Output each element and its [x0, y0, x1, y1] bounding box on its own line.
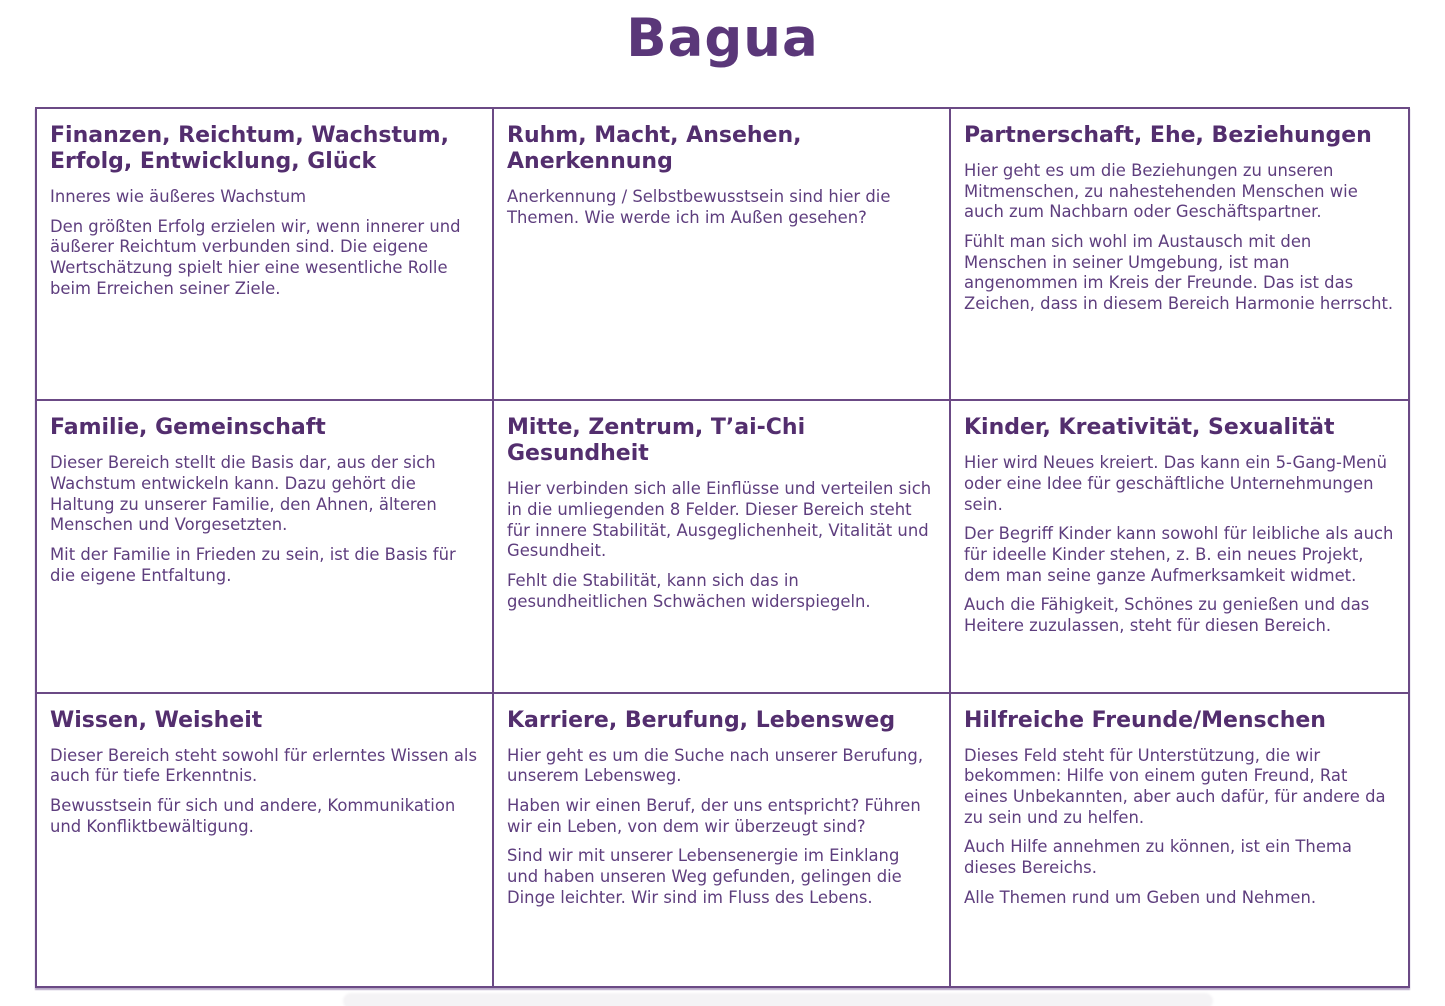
cell-paragraph: Der Begriff Kinder kann sowohl für leibliche als auch für ideelle Kinder stehen, z. B. ein neues Projekt, dem man seine ganze Aufmerksamkeit widmet.	[964, 524, 1394, 585]
cell-paragraph: Fehlt die Stabilität, kann sich das in gesundheitlichen Schwächen widerspiegeln.	[507, 570, 871, 611]
bagua-cell-kinder	[951, 401, 1408, 693]
cell-paragraph: Dieser Bereich steht sowohl für erlerntes Wissen als auch für tiefe Erkenntnis.	[50, 745, 477, 786]
cell-paragraph: Fühlt man sich wohl im Austausch mit den Menschen in seiner Umgebung, ist man angenommen im Kreis der Freunde. Das ist das Zeichen, dass in diesem Bereich Harmonie herrscht.	[964, 231, 1394, 313]
cell-paragraph: Anerkennung / Selbstbewusstsein sind hier die Themen. Wie werde ich im Außen gesehen?	[507, 186, 891, 227]
cell-heading: Hilfreiche Freunde/Menschen	[964, 707, 1326, 733]
cell-heading: Familie, Gemeinschaft	[50, 415, 326, 441]
cell-paragraph: Den größten Erfolg erzielen wir, wenn innerer und äußerer Reichtum verbunden sind. Die eigene Wertschätzung spielt hier eine wesentliche Rolle beim Erreichen seiner Ziele.	[50, 216, 461, 298]
bagua-cell-partnerschaft	[951, 109, 1408, 401]
bagua-grid	[35, 107, 1410, 988]
bagua-cell-karriere	[494, 694, 951, 986]
cell-heading: Partnerschaft, Ehe, Beziehungen	[964, 123, 1372, 148]
cell-paragraph: Alle Themen rund um Geben und Nehmen.	[964, 887, 1317, 907]
cell-paragraph: Mit der Familie in Frieden zu sein, ist die Basis für die eigene Entfaltung.	[50, 544, 456, 585]
bagua-cell-familie	[37, 401, 494, 693]
cell-paragraph: Hier verbinden sich alle Einflüsse und verteilen sich in die umliegenden 8 Felder. Dieser Bereich steht für innere Stabilität, Ausgeglichenheit, Vitalität und Gesundheit.	[507, 479, 932, 561]
cell-heading: Wissen, Weisheit	[50, 707, 263, 733]
cell-heading: Mitte, Zentrum, T’ai-Chi Gesundheit	[507, 415, 806, 467]
cell-heading: Kinder, Kreativität, Sexualität	[964, 415, 1335, 441]
cell-paragraph: Dieser Bereich stellt die Basis dar, aus der sich Wachstum entwickeln kann. Dazu gehört die Haltung zu unserer Familie, den Ahnen, älteren Menschen und Vorgesetzten.	[50, 453, 437, 535]
cell-paragraph: Hier geht es um die Beziehungen zu unseren Mitmenschen, zu nahestehenden Menschen wie auch zum Nachbarn oder Geschäftspartner.	[964, 160, 1358, 222]
bagua-cell-hilfreiche	[951, 694, 1408, 986]
cell-heading: Finanzen, Reichtum, Wachstum, Erfolg, Entwicklung, Glück	[50, 123, 449, 174]
cell-paragraph: Hier wird Neues kreiert. Das kann ein 5-Gang-Menü oder eine Idee für geschäftliche Unternehmungen sein.	[964, 453, 1387, 514]
bagua-cell-finanzen	[37, 109, 494, 401]
cell-paragraph: Sind wir mit unserer Lebensenergie im Einklang und haben unseren Weg gefunden, gelingen die Dinge leichter. Wir sind im Fluss des Lebens.	[507, 846, 902, 907]
cell-paragraph: Auch Hilfe annehmen zu können, ist ein Thema dieses Bereichs.	[964, 837, 1352, 877]
cell-paragraph: Hier geht es um die Suche nach unserer Berufung, unserem Lebensweg.	[507, 745, 924, 786]
cell-paragraph: Haben wir einen Beruf, der uns entspricht? Führen wir ein Leben, von dem wir überzeugt sind?	[507, 795, 921, 836]
bagua-cell-wissen	[37, 694, 494, 986]
cell-heading: Karriere, Berufung, Lebensweg	[507, 707, 896, 733]
cell-paragraph: Dieses Feld steht für Unterstützung, die wir bekommen: Hilfe von einem guten Freund, Rat eines Unbekannten, aber auch dafür, für andere da zu sein und zu helfen.	[964, 745, 1386, 827]
bagua-cell-mitte	[494, 401, 951, 693]
page-title: Bagua	[626, 8, 819, 69]
cell-heading: Ruhm, Macht, Ansehen, Anerkennung	[507, 123, 802, 174]
bottom-shadow	[343, 993, 1213, 1006]
cell-paragraph: Bewusstsein für sich und andere, Kommunikation und Konfliktbewältigung.	[50, 795, 456, 836]
cell-paragraph: Auch die Fähigkeit, Schönes zu genießen und das Heitere zuzulassen, steht für diesen Bereich.	[964, 595, 1370, 635]
bagua-cell-ruhm	[494, 109, 951, 401]
cell-paragraph: Inneres wie äußeres Wachstum	[50, 186, 307, 206]
